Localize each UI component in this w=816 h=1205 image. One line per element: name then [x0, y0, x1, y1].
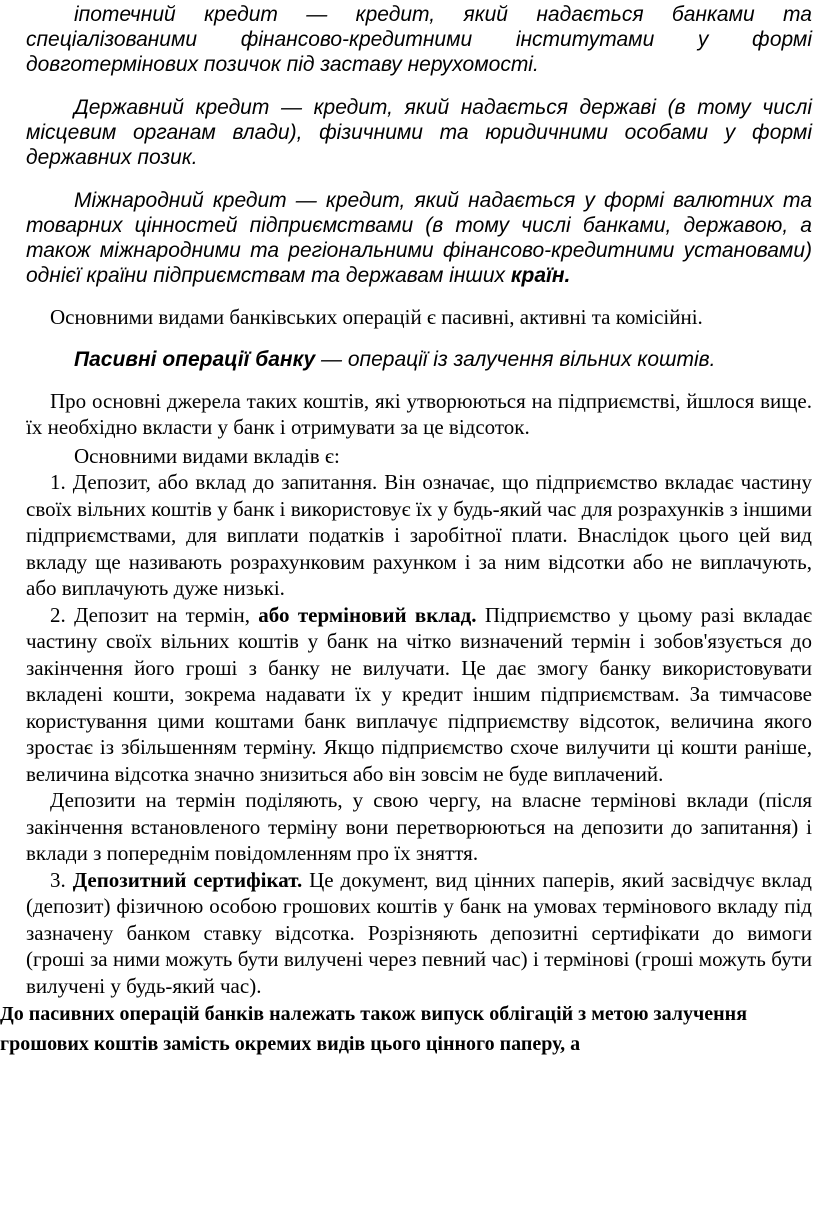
demand-deposit-paragraph: 1. Депозит, або вклад до запитання. Він означає, що підприємство вкладає частину своїх вільних коштів у банк і використовує їх у будь-який час для розрахунків з іншими підприємствами, для виплати податків і заробітної плати. Внаслідок цього цей вид вкладу ще називають розрахунковим рахунком і за ним відсотки або не виплачують, або виплачують дуже низькі.	[26, 470, 813, 600]
mortgage-credit-term: іпотечний кредит	[74, 3, 278, 26]
international-credit-term: Міжнародний кредит	[74, 189, 287, 212]
deposit-certificate-bold: Депозитний сертифікат.	[72, 867, 303, 892]
term-deposit-bold: або терміновий вклад.	[258, 602, 477, 627]
state-credit-paragraph	[26, 95, 812, 170]
funds-sources-paragraph: Про основні джерела таких коштів, які утворюються на підприємстві, йшлося вище. їх необхідно вкласти у банк і отримувати за це відсоток.	[26, 388, 812, 439]
term-deposit-lead: 2. Депозит на термін,	[50, 602, 259, 627]
deposit-certificate-lead: 3.	[50, 867, 73, 892]
passive-operations-definition: — операції із залучення вільних коштів.	[315, 347, 716, 371]
passive-operations-term: Пасивні операції банку	[74, 347, 316, 371]
deposit-certificate-text: Це документ, вид цінних паперів, який засвідчує вклад (депозит) фізичною особою грошових коштів у банк на умовах термінового вкладу під зазначену банком ставку відсотка. Розрізняють депозитні сертифікати до вимоги (гроші за ними можуть бути вилучені через певний час) і термінові (гроші можуть бути вилучені у будь-який час).	[26, 867, 812, 998]
international-credit-bold-tail: країн.	[510, 264, 571, 287]
state-credit-term: Державний кредит	[74, 96, 270, 119]
state-credit-definition: — кредит, який надається державі (в тому числі місцевим органам влади), фізичними та юридичними особами у формі державних позик.	[26, 96, 812, 169]
operation-types-paragraph: Основними видами банківських операцій є пасивні, активні та комісійні.	[50, 305, 703, 329]
mortgage-credit-definition: — кредит, який надається банками та спеціалізованими фінансово-кредитними інститутами у формі довготермінових позичок під заставу нерухомості.	[26, 3, 812, 76]
deposit-certificate-paragraph	[26, 867, 812, 1000]
mortgage-credit-paragraph	[26, 2, 812, 77]
bond-issue-paragraph: До пасивних операцій банків належать також випуск облігацій з метою залучення грошових коштів замість окремих видів цього цінного паперу, а	[0, 1003, 748, 1055]
deposit-types-heading: Основними видами вкладів є:	[74, 443, 340, 468]
term-deposit-subtypes-paragraph: Депозити на термін поділяють, у свою чергу, на власне термінові вклади (після закінчення встановленого терміну вони перетворюються на депозити до запитання) і вклади з попереднім повідомленням про їх зняття.	[26, 788, 812, 865]
passive-operations-paragraph	[26, 347, 812, 372]
term-deposit-paragraph	[26, 602, 812, 788]
international-credit-definition: — кредит, який надається у формі валютних та товарних цінностей підприємствами (в тому числі банками, державою, а також міжнародними та регіональними фінансово-кредитними установами) однієї країни підприємствам та державам інших	[26, 189, 812, 287]
international-credit-paragraph	[26, 188, 812, 288]
term-deposit-text: Підприємство у цьому разі вкладає частину своїх вільних коштів у банк на чітко визначений термін і зобов'язується до закінчення його гроші з банку не вилучати. Це дає змогу банку використовувати вкладені кошти, зокрема надавати їх у кредит іншим підприємствам. За тимчасове користування цими коштами банк виплачує підприємству відсоток, величина якого зростає із збільшенням терміну. Якщо підприємство схоче вилучити ці кошти раніше, величина відсотка значно знизиться або він зовсім не буде виплачений.	[26, 602, 812, 786]
